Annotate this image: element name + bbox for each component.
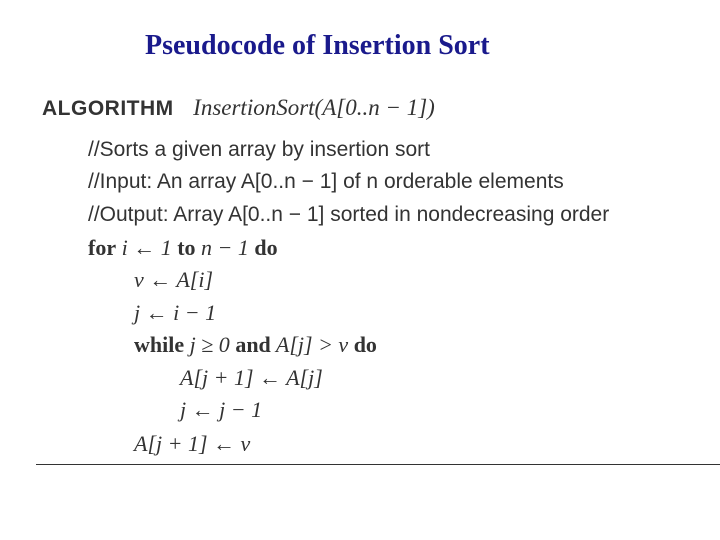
comment-line-2: //Input: An array A[0..n − 1] of n orderable elements [88, 170, 564, 193]
keyword-for: for [88, 235, 117, 260]
while-loop-line [134, 331, 377, 359]
while-condition-2: A[j] > v [270, 332, 354, 357]
keyword-do: do [254, 235, 278, 260]
insert-v-line: A[j + 1] ← v [134, 431, 251, 456]
while-condition-1: j ≥ 0 [184, 332, 236, 357]
comment-line-3: //Output: Array A[0..n − 1] sorted in nondecreasing order [88, 203, 610, 226]
for-loop-range-start: i ← 1 [116, 235, 178, 260]
keyword-to: to [177, 235, 196, 260]
algorithm-header [42, 94, 435, 123]
for-loop-line [88, 234, 278, 262]
algorithm-keyword: ALGORITHM [42, 97, 174, 120]
divider [36, 464, 720, 465]
algorithm-signature: InsertionSort(A[0..n − 1]) [193, 95, 435, 120]
keyword-while: while [134, 332, 185, 357]
keyword-do: do [353, 332, 377, 357]
assign-j-line: j ← i − 1 [134, 300, 217, 325]
for-loop-range-end: n − 1 [195, 235, 255, 260]
decrement-j-line: j ← j − 1 [180, 397, 263, 422]
shift-element-line: A[j + 1] ← A[j] [180, 365, 323, 390]
page-title: Pseudocode of Insertion Sort [145, 30, 490, 61]
comment-line-1: //Sorts a given array by insertion sort [88, 138, 430, 161]
assign-v-line: v ← A[i] [134, 267, 214, 292]
keyword-and: and [235, 332, 271, 357]
